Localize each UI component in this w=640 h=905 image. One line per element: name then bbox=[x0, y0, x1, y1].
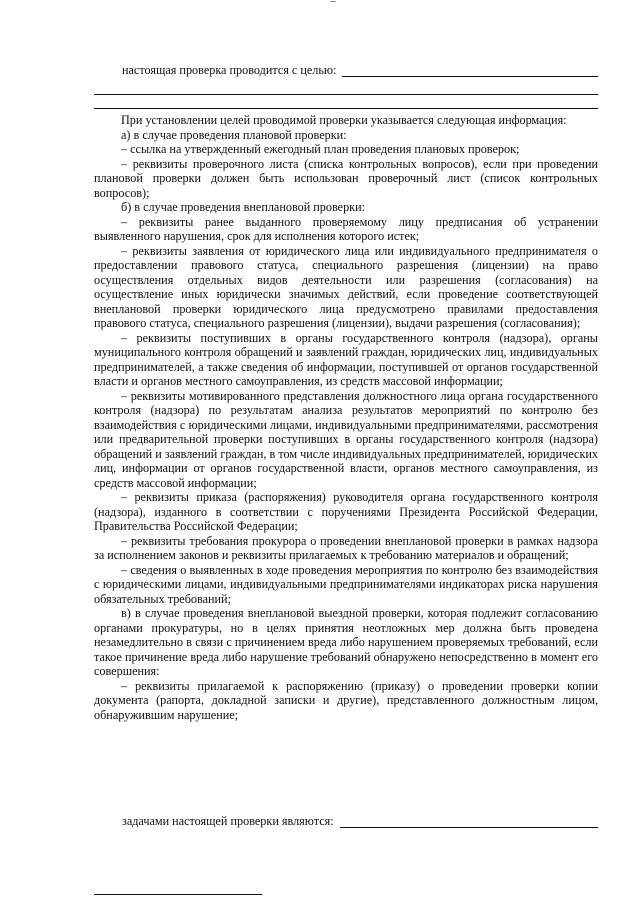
scan-mark bbox=[330, 1, 336, 2]
info-paragraph: а) в случае проведения плановой проверки: bbox=[121, 127, 347, 142]
tasks-line bbox=[122, 812, 598, 828]
info-paragraph: – реквизиты заявления от юридического лица или индивидуального предпринимателя о предоставлении правового статуса, специального разрешения (лицензии) на право осуществления отдельных видов деятельности или разрешения (согласования) на осуществление иных юридически значимых действий, если проведение соответствующей внеплановой проверки юридического лица предусмотрено правилами предоставления правового статуса, специального разрешения (лицензии), выдачи разрешения (согласования); bbox=[94, 243, 598, 330]
info-paragraph: – реквизиты ранее выданного проверяемому лицу предписания об устранении выявленного нарушения, срок для исполнения которого истек; bbox=[94, 214, 598, 243]
info-paragraph: – реквизиты мотивированного представления должностного лица органа государственного контроля (надзора) по результатам анализа результатов мероприятий по контролю без взаимодействия с юридическими лицами, индивидуальными предпринимателями, рассмотрения или предварительной проверки поступивших в органы государственного контроля (надзора) обращений и заявлений граждан, в том числе индивидуальных предпринимателей, юридических лиц, информации от органов государственной власти, органов местного самоуправления, из средств массовой информации; bbox=[94, 388, 598, 490]
tasks-fill-line[interactable] bbox=[340, 815, 598, 828]
footnote-separator bbox=[94, 894, 262, 895]
info-paragraph: – сведения о выявленных в ходе проведения мероприятия по контролю без взаимодействия с юридическими лицами, индивидуальными предпринимателями индикаторах риска нарушения обязательных требований; bbox=[94, 562, 598, 606]
purpose-blank-line-1[interactable] bbox=[94, 94, 598, 95]
info-paragraph: – ссылка на утвержденный ежегодный план проведения плановых проверок; bbox=[121, 142, 520, 156]
info-paragraph: – реквизиты прилагаемой к распоряжению (приказу) о проведении проверки копии документа (рапорта, докладной записки и другие), представленного должностным лицом, обнаружившим нарушение; bbox=[94, 678, 598, 722]
info-paragraph: в) в случае проведения внеплановой выездной проверки, которая подлежит согласованию органами прокуратуры, но в целях принятия неотложных мер должна быть проведена незамедлительно в связи с причинением вреда либо нарушением проверяемых требований, если такое причинение вреда либо нарушение требований обнаружено непосредственно в момент его совершения: bbox=[94, 606, 598, 678]
info-paragraph: При установлении целей проводимой проверки указывается следующая информация: bbox=[121, 113, 567, 127]
info-paragraph: – реквизиты требования прокурора о проведении внеплановой проверки в рамках надзора за исполнением законов и реквизиты прилагаемых к требованию материалов и обращений; bbox=[94, 533, 598, 562]
info-paragraph: – реквизиты приказа (распоряжения) руководителя органа государственного контроля (надзора), изданного в соответствии с поручениями Президента Российской Федерации, Правительства Российской Федерации; bbox=[94, 490, 598, 533]
purpose-label: настоящая проверка проводится с целью: bbox=[122, 63, 337, 77]
purpose-fill-line[interactable] bbox=[342, 64, 598, 77]
info-paragraph: – реквизиты проверочного листа (списка контрольных вопросов), если при проведении плановой проверки должен быть использован проверочный лист (список контрольных вопросов); bbox=[94, 156, 598, 200]
info-paragraph: – реквизиты поступивших в органы государственного контроля (надзора), органы муниципального контроля обращений и заявлений граждан, юридических лиц, индивидуальных предпринимателей, а также сведения об информации, поступившей от органов государственной власти и органов местного самоуправления, из средств массовой информации; bbox=[94, 330, 598, 388]
info-section bbox=[94, 113, 598, 722]
tasks-label: задачами настоящей проверки являются: bbox=[122, 814, 334, 828]
purpose-blank-line-2[interactable] bbox=[94, 108, 598, 109]
purpose-line bbox=[122, 61, 598, 77]
info-paragraph: б) в случае проведения внеплановой проверки: bbox=[121, 200, 366, 214]
